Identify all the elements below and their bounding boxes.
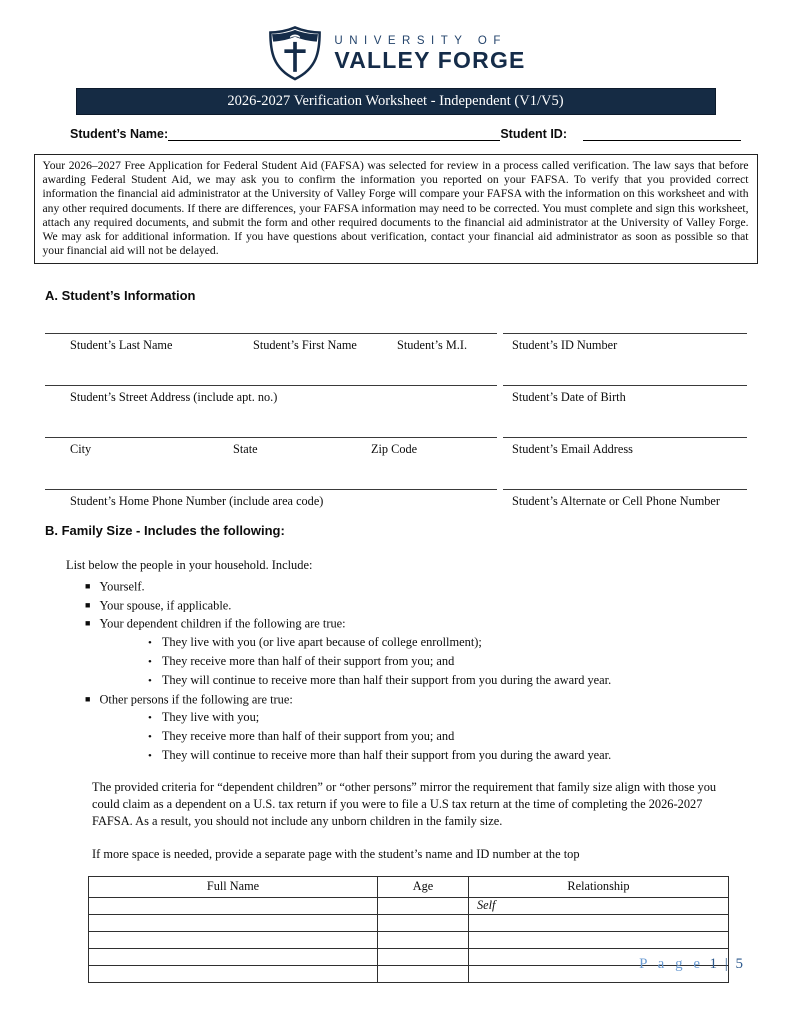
bullet-dependent-children: ■ Your dependent children if the following are true: • They live with you (or live apart because of college enrollment); • They receive more than half of their support from you; and • They will continue to receive more than half their support from you during the award year. [85,614,791,690]
page-number-footer [639,956,745,973]
table-row [89,931,729,948]
table-cell-relationship[interactable] [469,914,729,931]
label-last-name: Student’s Last Name [70,338,173,353]
student-name-label: Student’s Name: [70,127,169,141]
label-id-number: Student’s ID Number [512,338,618,353]
table-cell-name[interactable] [89,948,378,965]
logo-wordmark [334,35,525,72]
household-bullet-list [0,577,791,765]
dot-bullet-icon: • [148,636,152,649]
field-street-address[interactable] [45,385,497,437]
label-home-phone: Student’s Home Phone Number (include area code) [70,494,324,509]
table-cell-name[interactable] [89,931,378,948]
table-row [89,897,729,914]
field-email-address[interactable] [503,437,747,489]
section-b-heading: B. Family Size - Includes the following: [45,523,285,539]
label-zip-code: Zip Code [371,442,418,457]
family-size-table [88,876,729,983]
sub-bullet: • They will continue to receive more than half their support from you during the award year. [148,748,612,763]
table-cell-age[interactable] [378,914,469,931]
field-name-cells[interactable] [45,333,497,385]
header-relationship: Relationship [469,876,729,897]
uvf-shield-icon [265,25,325,81]
sub-bullet: • They receive more than half of their support from you; and [148,729,455,744]
logo-valley-forge: VALLEY FORGE [334,46,526,73]
sub-bullet: • They live with you (or live apart because of college enrollment); [148,634,482,649]
label-state: State [233,442,258,457]
field-row-city-state-zip [45,437,747,489]
dot-bullet-icon: • [148,731,152,744]
university-logo [0,0,791,81]
student-id-input-line[interactable] [583,126,741,141]
table-row [89,948,729,965]
label-cell-phone: Student’s Alternate or Cell Phone Number [512,494,720,509]
header-full-name: Full Name [89,876,378,897]
page-number: 1 | 5 [709,956,745,972]
other-persons-sublist [85,708,791,765]
field-row-address [45,385,747,437]
table-cell-name[interactable] [89,897,378,914]
field-row-phones [45,489,747,523]
logo-university-of: UNIVERSITY OF [334,34,507,47]
label-street-address: Student’s Street Address (include apt. no.) [70,390,278,405]
field-home-phone[interactable] [45,489,497,523]
label-date-of-birth: Student’s Date of Birth [512,390,626,405]
field-city-state-zip[interactable] [45,437,497,489]
table-cell-age[interactable] [378,897,469,914]
field-cell-phone[interactable] [503,489,747,523]
square-bullet-icon: ■ [85,693,91,704]
student-id-label: Student ID: [500,127,567,141]
table-cell-name[interactable] [89,914,378,931]
dot-bullet-icon: • [148,674,152,687]
section-b-intro: List below the people in your household. Include: [66,558,313,573]
dot-bullet-icon: • [148,712,152,725]
table-cell-age[interactable] [378,931,469,948]
sub-bullet: • They receive more than half of their support from you; and [148,653,455,668]
table-header-row [89,876,729,897]
label-email-address: Student’s Email Address [512,442,633,457]
dependent-children-sublist [85,633,791,690]
page-word: P a g e [639,956,704,972]
table-row [89,914,729,931]
field-id-number[interactable] [503,333,747,385]
table-row [89,965,729,982]
sub-bullet: • They live with you; [148,710,260,725]
label-first-name: Student’s First Name [253,338,357,353]
verification-notice-box: Your 2026–2027 Free Application for Federal Student Aid (FAFSA) was selected for review in a process called verification. The law says that before awarding Federal Student Aid, we may ask you to confirm the information you reported on your FAFSA. To verify that you provided correct information the financial aid administrator at the University of Valley Forge will compare your FAFSA with the information on this worksheet and with any other required documents. If there are differences, your FAFSA information may need to be corrected. You must complete and sign this worksheet, attach any required documents, and submit the form and other required documents to the financial aid administrator at the University of Valley Forge. We may ask for additional information. If you have questions about verification, contact your financial aid administrator as soon as possible so that your financial aid will not be delayed. [34,154,758,264]
dot-bullet-icon: • [148,655,152,668]
bullet-spouse: ■ Your spouse, if applicable. [85,598,232,613]
table-cell-age[interactable] [378,948,469,965]
bullet-yourself: ■ Yourself. [85,579,145,594]
bullet-other-persons: ■ Other persons if the following are true: • They live with you; • They receive more than half of their support from you; and • They will continue to receive more than half their support from you during the award year. [85,690,791,766]
field-row-name [45,333,747,385]
criteria-paragraph: The provided criteria for “dependent children” or “other persons” mirror the requirement that family size align with those you could claim as a dependent on a U.S. tax return if you were to file a U.S tax return at the time of completing the 2026-2027 FAFSA. As a result, you should not include any unborn children in the family size. [92,780,717,829]
sub-bullet: • They will continue to receive more than half their support from you during the award year. [148,672,612,687]
student-name-row [70,126,741,141]
header-age: Age [378,876,469,897]
table-cell-age[interactable] [378,965,469,982]
table-cell-relationship-self[interactable]: Self [469,897,729,914]
square-bullet-icon: ■ [85,599,91,610]
dot-bullet-icon: • [148,750,152,763]
table-cell-name[interactable] [89,965,378,982]
label-mi: Student’s M.I. [397,338,468,353]
field-date-of-birth[interactable] [503,385,747,437]
table-cell-relationship[interactable] [469,931,729,948]
worksheet-title-banner: 2026-2027 Verification Worksheet - Independent (V1/V5) [76,88,716,115]
student-name-input-line[interactable] [168,126,500,141]
square-bullet-icon: ■ [85,581,91,592]
section-a-fields [45,333,747,523]
square-bullet-icon: ■ [85,618,91,629]
more-space-note: If more space is needed, provide a separate page with the student’s name and ID number at the top [92,846,580,861]
section-a-heading: A. Student’s Information [45,288,196,304]
label-city: City [70,442,92,457]
